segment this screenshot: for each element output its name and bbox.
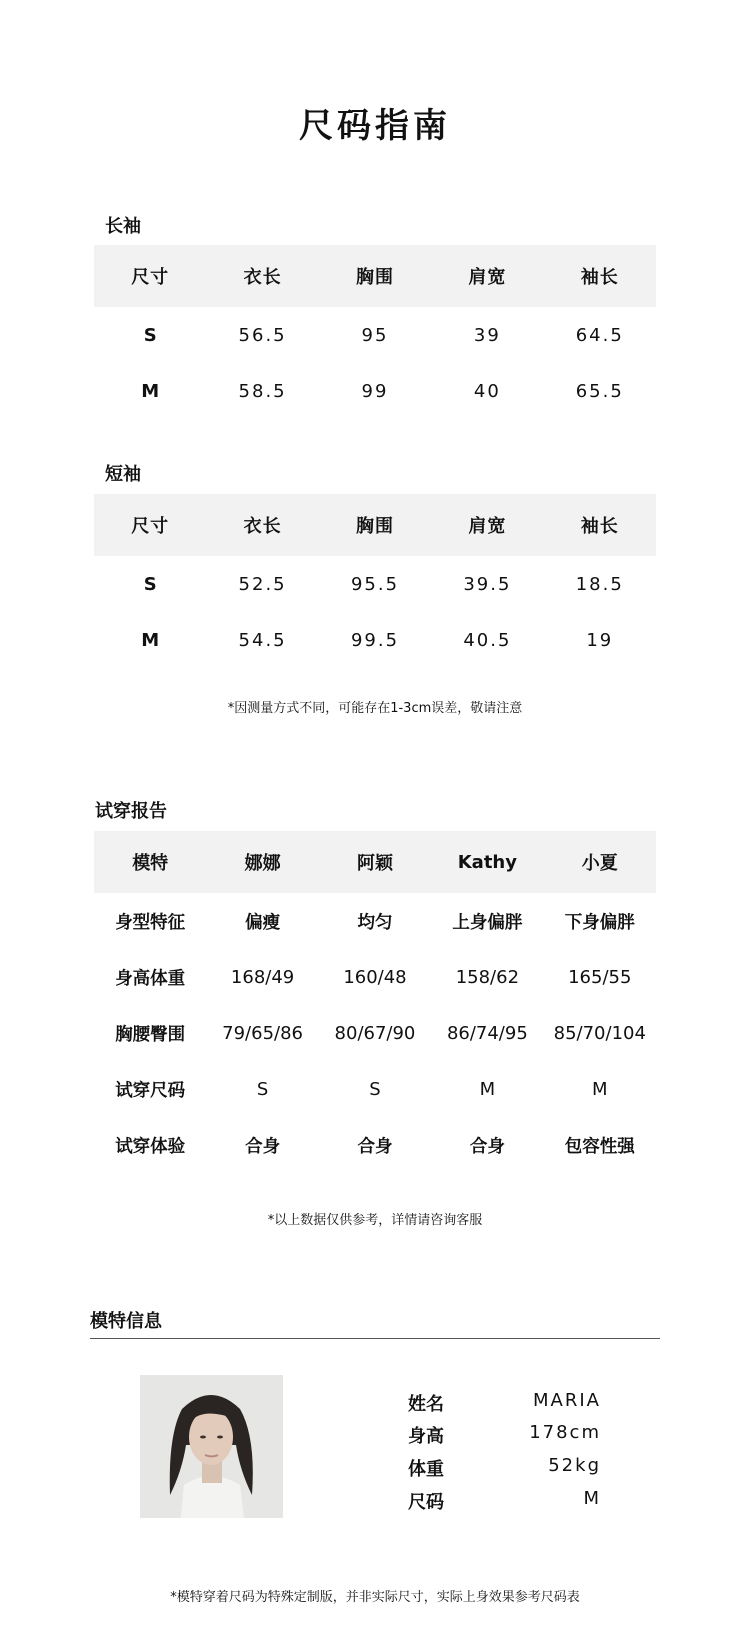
table-cell: 95.5 — [350, 573, 400, 595]
fit-note: *以上数据仅供参考，详情请咨询客服 — [267, 1213, 483, 1228]
table-cell: 40.5 — [463, 629, 512, 651]
model-weight-value: 52kg — [548, 1455, 601, 1476]
table-header-row — [94, 245, 656, 307]
table-row — [94, 949, 656, 1005]
column-header: 尺寸 — [94, 494, 206, 556]
table-cell: 合身 — [245, 1136, 281, 1157]
table-row — [94, 893, 656, 949]
table-cell: 54.5 — [238, 629, 287, 651]
model-info-label: 模特信息 — [90, 1311, 162, 1332]
table-cell: 80/67/90 — [334, 1022, 416, 1044]
footer-note: *模特穿着尺码为特殊定制版，并非实际尺寸，实际上身效果参考尺码表 — [170, 1590, 580, 1605]
short-sleeve-table — [94, 494, 656, 668]
table-cell: 99 — [361, 380, 389, 402]
page-title: 尺码指南 — [299, 106, 451, 146]
size-note: *因测量方式不同，可能存在1-3cm误差，敬请注意 — [227, 701, 523, 716]
table-cell: S — [369, 1078, 381, 1100]
table-cell: M — [592, 1078, 608, 1100]
table-cell: 64.5 — [575, 324, 624, 346]
column-header: 袖长 — [544, 245, 656, 307]
table-row — [94, 1005, 656, 1061]
table-cell: S — [256, 1078, 269, 1100]
column-header: 胸围 — [319, 494, 431, 556]
table-cell: 均匀 — [357, 912, 393, 933]
model-name-key: 姓名 — [408, 1394, 444, 1415]
table-row — [94, 1061, 656, 1117]
table-row — [94, 556, 656, 612]
table-cell: 合身 — [357, 1136, 393, 1157]
table-cell: 79/65/86 — [222, 1022, 303, 1044]
table-cell: M — [141, 629, 160, 651]
table-cell: S — [143, 324, 157, 346]
fit-report-label: 试穿报告 — [95, 801, 167, 822]
model-height-key: 身高 — [408, 1426, 444, 1447]
column-header: 模特 — [94, 831, 206, 893]
table-cell: 39 — [473, 324, 501, 346]
table-cell: 包容性强 — [564, 1136, 635, 1157]
table-cell: 身高体重 — [115, 968, 186, 989]
column-header: 尺寸 — [94, 245, 206, 307]
table-cell: 168/49 — [230, 966, 295, 988]
column-header: 肩宽 — [431, 494, 543, 556]
column-header: Kathy — [431, 831, 543, 893]
column-header: 胸围 — [319, 245, 431, 307]
table-cell: 165/55 — [568, 966, 632, 988]
table-cell: S — [143, 573, 157, 595]
model-name-value: MARIA — [533, 1390, 601, 1411]
table-cell: 试穿体验 — [115, 1136, 186, 1157]
table-cell: 95 — [361, 324, 389, 346]
table-header-row — [94, 494, 656, 556]
column-header: 小夏 — [544, 831, 656, 893]
table-cell: 上身偏胖 — [452, 912, 523, 933]
table-cell: 160/48 — [343, 966, 407, 988]
long-sleeve-label: 长袖 — [105, 216, 141, 237]
table-row — [94, 307, 656, 363]
table-cell: 85/70/104 — [553, 1022, 646, 1044]
table-cell: 18.5 — [575, 573, 624, 595]
table-header-row — [94, 831, 656, 893]
table-cell: 胸腰臀围 — [115, 1024, 186, 1045]
model-weight-key: 体重 — [408, 1459, 444, 1480]
column-header: 衣长 — [206, 245, 318, 307]
table-cell: 158/62 — [455, 966, 520, 988]
table-cell: M — [479, 1078, 496, 1100]
table-cell: 56.5 — [238, 324, 287, 346]
table-cell: 58.5 — [238, 380, 287, 402]
model-height-value: 178cm — [529, 1422, 601, 1443]
table-cell: 偏瘦 — [245, 912, 281, 933]
table-cell: 39.5 — [463, 573, 512, 595]
table-cell: 99.5 — [350, 629, 400, 651]
model-size-key: 尺码 — [408, 1492, 444, 1513]
column-header: 阿颖 — [319, 831, 431, 893]
model-photo — [140, 1375, 283, 1518]
table-cell: 65.5 — [575, 380, 624, 402]
table-cell: 52.5 — [238, 573, 287, 595]
table-row — [94, 363, 656, 419]
table-cell: 身型特征 — [115, 912, 186, 933]
table-cell: 下身偏胖 — [564, 912, 635, 933]
column-header: 肩宽 — [431, 245, 543, 307]
table-cell: 19 — [586, 629, 614, 651]
fit-report-table — [94, 831, 656, 1173]
column-header: 娜娜 — [206, 831, 318, 893]
column-header: 袖长 — [544, 494, 656, 556]
short-sleeve-label: 短袖 — [105, 464, 141, 485]
column-header: 衣长 — [206, 494, 318, 556]
table-cell: 40 — [473, 380, 501, 402]
table-cell: M — [141, 380, 160, 402]
table-cell: 试穿尺码 — [115, 1080, 186, 1101]
long-sleeve-table — [94, 245, 656, 419]
table-row — [94, 612, 656, 668]
section-divider — [90, 1338, 660, 1339]
table-cell: 86/74/95 — [446, 1022, 528, 1044]
model-size-value: M — [583, 1488, 601, 1509]
table-cell: 合身 — [469, 1136, 505, 1157]
table-row — [94, 1117, 656, 1173]
